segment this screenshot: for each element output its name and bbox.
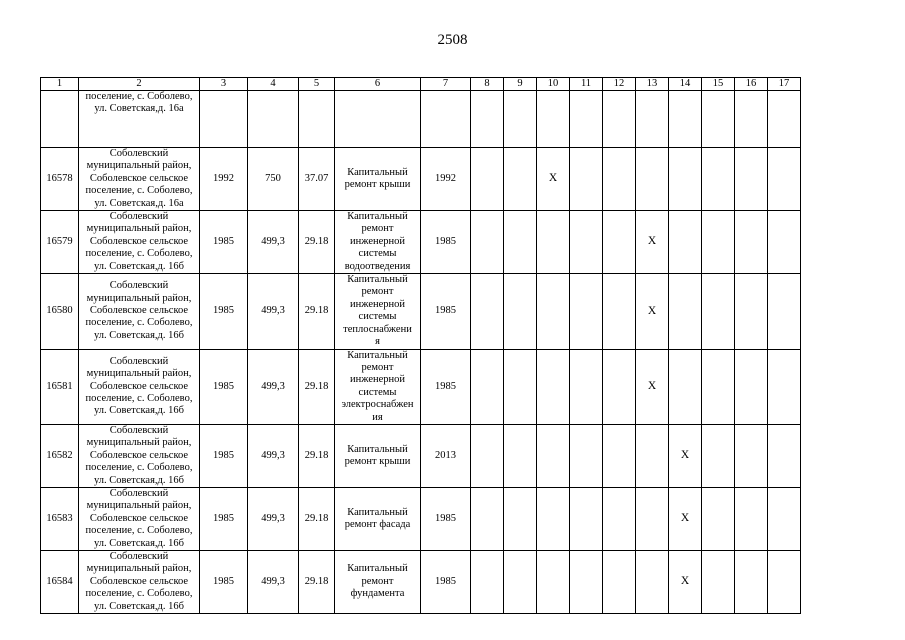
cell-line: муниципальный район,	[86, 563, 192, 575]
column-17-cell	[768, 148, 801, 211]
column-16-cell	[735, 91, 768, 148]
column-7-cell: 1992	[421, 148, 471, 211]
column-12-cell	[603, 211, 636, 274]
column-5-cell: 29.18	[299, 349, 335, 424]
cell-line: ия	[372, 411, 383, 423]
cell-line: Соболевское сельское	[89, 305, 189, 317]
column-16-cell	[735, 349, 768, 424]
column-number: 14	[669, 78, 702, 91]
record-id-cell: 16583	[41, 487, 79, 550]
cell-line: ремонт	[361, 575, 394, 587]
column-11-cell	[570, 551, 603, 614]
column-5-cell: 29.18	[299, 274, 335, 349]
column-14-cell	[669, 487, 702, 550]
cell-line: ул. Советская,д. 16б	[94, 260, 184, 272]
cell-line: Капитальный	[347, 349, 408, 361]
cell-line: инженерной	[349, 298, 406, 310]
column-5-cell	[299, 91, 335, 148]
table-row	[41, 211, 801, 274]
table-row	[41, 424, 801, 487]
address-cell	[79, 211, 200, 274]
year-built-cell: 1985	[200, 487, 248, 550]
work-type-cell	[335, 148, 421, 211]
column-14-cell	[669, 274, 702, 349]
area-cell: 499,3	[248, 551, 299, 614]
column-14-cell	[669, 91, 702, 148]
column-9-cell	[504, 274, 537, 349]
year-built-cell: 1985	[200, 274, 248, 349]
work-type-cell	[335, 349, 421, 424]
column-number: 1	[41, 78, 79, 91]
cell-line: инженерной	[349, 374, 406, 386]
cell-line: ул. Советская,д. 16а	[94, 197, 184, 209]
cell-line: ремонт крыши	[344, 179, 411, 191]
column-number: 13	[636, 78, 669, 91]
column-10-cell	[537, 148, 570, 211]
address-cell	[79, 551, 200, 614]
table-row	[41, 487, 801, 550]
address-cell	[79, 91, 200, 148]
cell-line: теплоснабжени	[343, 323, 412, 335]
cell-line: Капитальный	[347, 166, 408, 178]
column-10-cell	[537, 487, 570, 550]
column-number: 17	[768, 78, 801, 91]
column-17-cell	[768, 551, 801, 614]
column-15-cell	[702, 424, 735, 487]
cell-line: поселение, с. Соболево,	[85, 588, 193, 600]
year-built-cell: 1992	[200, 148, 248, 211]
table-row	[41, 274, 801, 349]
record-id-cell: 16579	[41, 211, 79, 274]
cell-line: Соболевское сельское	[89, 235, 189, 247]
column-number: 8	[471, 78, 504, 91]
cell-line: муниципальный район,	[86, 160, 192, 172]
column-15-cell	[702, 211, 735, 274]
cell-line: поселение, с. Соболево,	[85, 462, 193, 474]
address-cell	[79, 487, 200, 550]
year-built-cell: 1985	[200, 551, 248, 614]
address-cell	[79, 349, 200, 424]
column-7-cell: 1985	[421, 211, 471, 274]
column-12-cell	[603, 274, 636, 349]
table-row	[41, 148, 801, 211]
column-5-cell: 29.18	[299, 487, 335, 550]
column-11-cell	[570, 148, 603, 211]
cell-line: водоотведения	[344, 260, 411, 272]
column-14-cell	[669, 148, 702, 211]
cell-line: поселение, с. Соболево,	[85, 91, 193, 102]
column-15-cell	[702, 91, 735, 148]
column-number: 2	[79, 78, 200, 91]
cell-line: системы	[358, 248, 397, 260]
work-type-cell	[335, 91, 421, 148]
column-number: 4	[248, 78, 299, 91]
column-15-cell	[702, 551, 735, 614]
work-type-cell	[335, 274, 421, 349]
column-14-cell	[669, 211, 702, 274]
column-11-cell	[570, 487, 603, 550]
column-number: 16	[735, 78, 768, 91]
x-mark: X	[680, 512, 690, 525]
column-16-cell	[735, 211, 768, 274]
cell-line: ул. Советская,д. 16б	[94, 537, 184, 549]
cell-line: Соболевское сельское	[89, 449, 189, 461]
column-10-cell	[537, 424, 570, 487]
cell-line: ул. Советская,д. 16б	[94, 405, 184, 417]
cell-line: муниципальный район,	[86, 437, 192, 449]
area-cell: 750	[248, 148, 299, 211]
column-13-cell	[636, 91, 669, 148]
column-7-cell: 1985	[421, 349, 471, 424]
area-cell: 499,3	[248, 349, 299, 424]
column-12-cell	[603, 424, 636, 487]
cell-line: Соболевский	[109, 551, 169, 562]
cell-line: ул. Советская,д. 16б	[94, 600, 184, 612]
column-7-cell: 1985	[421, 487, 471, 550]
cell-line: Капитальный	[347, 274, 408, 286]
column-11-cell	[570, 349, 603, 424]
cell-line: Капитальный	[347, 506, 408, 518]
column-11-cell	[570, 274, 603, 349]
cell-line: Соболевский	[109, 211, 169, 223]
column-12-cell	[603, 551, 636, 614]
cell-line: муниципальный район,	[86, 223, 192, 235]
column-5-cell: 29.18	[299, 551, 335, 614]
x-mark: X	[680, 575, 690, 588]
cell-line: Соболевский	[109, 355, 169, 367]
column-10-cell	[537, 551, 570, 614]
column-8-cell	[471, 551, 504, 614]
cell-line: ул. Советская,д. 16б	[94, 474, 184, 486]
cell-line: поселение, с. Соболево,	[85, 185, 193, 197]
column-9-cell	[504, 487, 537, 550]
column-number: 7	[421, 78, 471, 91]
cell-line: муниципальный район,	[86, 292, 192, 304]
column-13-cell	[636, 424, 669, 487]
column-8-cell	[471, 487, 504, 550]
column-17-cell	[768, 349, 801, 424]
column-5-cell: 37.07	[299, 148, 335, 211]
register-table	[40, 77, 801, 614]
column-14-cell	[669, 551, 702, 614]
column-number: 12	[603, 78, 636, 91]
cell-line: Капитальный	[347, 443, 408, 455]
column-17-cell	[768, 91, 801, 148]
cell-line: ремонт	[361, 286, 394, 298]
cell-line: ул. Советская,д. 16а	[94, 103, 184, 115]
cell-line: Соболевский	[109, 280, 169, 292]
cell-line: ремонт крыши	[344, 455, 411, 467]
cell-line: Соболевское сельское	[89, 575, 189, 587]
x-mark: X	[548, 172, 558, 185]
column-12-cell	[603, 91, 636, 148]
column-5-cell: 29.18	[299, 424, 335, 487]
area-cell: 499,3	[248, 211, 299, 274]
column-12-cell	[603, 487, 636, 550]
cell-line: ул. Советская,д. 16б	[94, 329, 184, 341]
column-5-cell: 29.18	[299, 211, 335, 274]
year-built-cell: 1985	[200, 349, 248, 424]
cell-line: системы	[358, 311, 397, 323]
table-row	[41, 551, 801, 614]
area-cell: 499,3	[248, 424, 299, 487]
column-10-cell	[537, 211, 570, 274]
column-16-cell	[735, 148, 768, 211]
cell-line: Капитальный	[347, 563, 408, 575]
area-cell: 499,3	[248, 274, 299, 349]
column-16-cell	[735, 551, 768, 614]
cell-line: поселение, с. Соболево,	[85, 317, 193, 329]
column-number: 3	[200, 78, 248, 91]
column-8-cell	[471, 91, 504, 148]
cell-line: поселение, с. Соболево,	[85, 525, 193, 537]
x-mark: X	[680, 449, 690, 462]
address-cell	[79, 148, 200, 211]
work-type-cell	[335, 551, 421, 614]
column-16-cell	[735, 487, 768, 550]
cell-line: муниципальный район,	[86, 368, 192, 380]
record-id-cell: 16580	[41, 274, 79, 349]
column-number: 5	[299, 78, 335, 91]
cell-line: Соболевское сельское	[89, 172, 189, 184]
cell-line: поселение, с. Соболево,	[85, 392, 193, 404]
column-9-cell	[504, 349, 537, 424]
column-7-cell	[421, 91, 471, 148]
table-row	[41, 349, 801, 424]
column-17-cell	[768, 211, 801, 274]
column-13-cell	[636, 551, 669, 614]
column-11-cell	[570, 91, 603, 148]
column-number: 11	[570, 78, 603, 91]
column-13-cell	[636, 211, 669, 274]
cell-line: я	[375, 336, 380, 348]
cell-line: Соболевский	[109, 148, 169, 159]
column-10-cell	[537, 91, 570, 148]
cell-line: Капитальный	[347, 211, 408, 223]
column-11-cell	[570, 424, 603, 487]
cell-line: инженерной	[349, 235, 406, 247]
column-17-cell	[768, 487, 801, 550]
column-8-cell	[471, 211, 504, 274]
column-number-row	[41, 78, 801, 91]
address-cell	[79, 274, 200, 349]
cell-line: Соболевское сельское	[89, 380, 189, 392]
cell-line: системы	[358, 386, 397, 398]
cell-line: ремонт фасада	[344, 518, 411, 530]
cell-line: ремонт	[361, 223, 394, 235]
column-12-cell	[603, 148, 636, 211]
column-7-cell: 1985	[421, 274, 471, 349]
work-type-cell	[335, 211, 421, 274]
column-15-cell	[702, 148, 735, 211]
cell-line: Соболевский	[109, 424, 169, 436]
column-12-cell	[603, 349, 636, 424]
column-13-cell	[636, 148, 669, 211]
area-cell	[248, 91, 299, 148]
column-7-cell: 1985	[421, 551, 471, 614]
column-10-cell	[537, 349, 570, 424]
record-id-cell: 16582	[41, 424, 79, 487]
record-id-cell: 16578	[41, 148, 79, 211]
column-8-cell	[471, 148, 504, 211]
column-9-cell	[504, 424, 537, 487]
cell-line: Соболевский	[109, 487, 169, 499]
column-10-cell	[537, 274, 570, 349]
column-11-cell	[570, 211, 603, 274]
record-id-cell	[41, 91, 79, 148]
year-built-cell: 1985	[200, 424, 248, 487]
column-9-cell	[504, 211, 537, 274]
x-mark: X	[647, 380, 657, 393]
work-type-cell	[335, 424, 421, 487]
record-id-cell: 16584	[41, 551, 79, 614]
cell-line: поселение, с. Соболево,	[85, 248, 193, 260]
cell-line: Соболевское сельское	[89, 512, 189, 524]
column-14-cell	[669, 349, 702, 424]
column-17-cell	[768, 274, 801, 349]
column-9-cell	[504, 551, 537, 614]
cell-line: электроснабжен	[341, 399, 414, 411]
column-16-cell	[735, 424, 768, 487]
column-15-cell	[702, 349, 735, 424]
column-15-cell	[702, 274, 735, 349]
column-9-cell	[504, 148, 537, 211]
address-cell	[79, 424, 200, 487]
column-number: 10	[537, 78, 570, 91]
year-built-cell	[200, 91, 248, 148]
cell-line: муниципальный район,	[86, 500, 192, 512]
table-row	[41, 91, 801, 148]
column-8-cell	[471, 424, 504, 487]
work-type-cell	[335, 487, 421, 550]
year-built-cell: 1985	[200, 211, 248, 274]
column-13-cell	[636, 274, 669, 349]
column-13-cell	[636, 349, 669, 424]
column-8-cell	[471, 274, 504, 349]
column-7-cell: 2013	[421, 424, 471, 487]
x-mark: X	[647, 235, 657, 248]
column-number: 15	[702, 78, 735, 91]
area-cell: 499,3	[248, 487, 299, 550]
column-16-cell	[735, 274, 768, 349]
column-13-cell	[636, 487, 669, 550]
cell-line: ремонт	[361, 361, 394, 373]
record-id-cell: 16581	[41, 349, 79, 424]
column-number: 6	[335, 78, 421, 91]
column-14-cell	[669, 424, 702, 487]
x-mark: X	[647, 304, 657, 317]
cell-line: фундамента	[350, 588, 405, 600]
column-17-cell	[768, 424, 801, 487]
column-9-cell	[504, 91, 537, 148]
column-number: 9	[504, 78, 537, 91]
page-number: 2508	[437, 32, 468, 48]
column-8-cell	[471, 349, 504, 424]
column-15-cell	[702, 487, 735, 550]
